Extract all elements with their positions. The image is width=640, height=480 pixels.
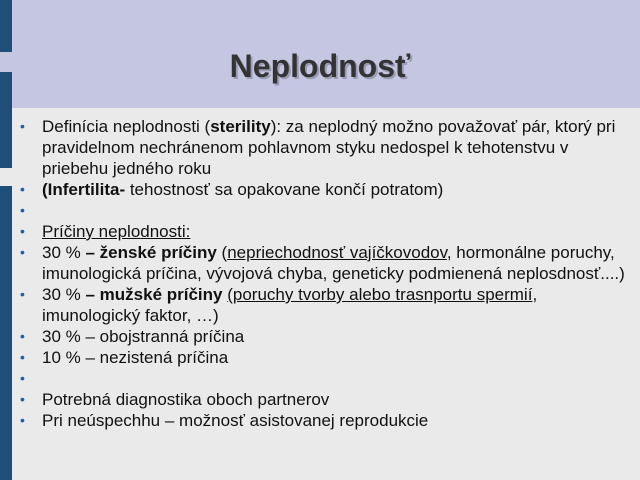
item-bold-text: – ženské príčiny xyxy=(85,243,217,262)
item-underlined-text: nepriechodnosť vajíčkovodov xyxy=(227,243,447,262)
item-text: tehostnosť sa opakovane končí potratom) xyxy=(125,180,444,199)
item-text: ): za neplodný možno považovať pár, ktorý pri pravidelnom nechránenom pohlavnom styku nedospel k tehotenstvu v priebehu jedného roku xyxy=(42,117,616,178)
list-item xyxy=(20,200,632,221)
item-underlined-text: Príčiny neplodnosti: xyxy=(42,222,191,241)
item-text: 30 % – obojstranná príčina xyxy=(42,327,245,346)
item-text: Potrebná diagnostika oboch partnerov xyxy=(42,390,330,409)
list-item xyxy=(20,410,632,431)
bullet-icon: • xyxy=(20,223,25,239)
item-text: , imunologický faktor, …) xyxy=(42,285,538,325)
list-item xyxy=(20,179,632,200)
bullet-icon: • xyxy=(20,349,25,365)
item-underlined-text: (poruchy tvorby alebo trasnportu spermií xyxy=(227,285,533,304)
list-item xyxy=(20,242,632,284)
bullet-icon: • xyxy=(20,202,25,218)
item-text: Pri neúspechhu – možnosť asistovanej reprodukcie xyxy=(42,411,429,430)
item-text: 30 % xyxy=(42,285,86,304)
item-bold-text: (Infertilita- xyxy=(42,180,126,199)
item-text: , hormonálne poruchy, imunologická príčina, vývojová chyba, geneticky podmienená neplosdnosť....) xyxy=(42,243,625,283)
left-accent-bar xyxy=(0,0,12,52)
bullet-icon: • xyxy=(20,370,25,386)
item-text: ( xyxy=(216,243,228,262)
bullet-icon: • xyxy=(20,286,25,302)
bullet-icon: • xyxy=(20,244,25,260)
item-text: 30 % xyxy=(42,243,86,262)
item-text: 10 % – nezistená príčina xyxy=(42,348,229,367)
left-accent-bar xyxy=(0,186,12,480)
list-item xyxy=(20,284,632,326)
bullet-icon: • xyxy=(20,181,25,197)
item-bold-text: sterility xyxy=(210,117,271,136)
list-item xyxy=(20,116,632,179)
list-item xyxy=(20,326,632,347)
bullet-icon: • xyxy=(20,118,25,134)
bullet-list xyxy=(20,116,632,431)
list-item xyxy=(20,389,632,410)
slide-title: Neplodnosť xyxy=(229,48,411,84)
item-text: Definícia neplodnosti ( xyxy=(42,117,211,136)
list-item xyxy=(20,368,632,389)
bullet-icon: • xyxy=(20,391,25,407)
list-item xyxy=(20,347,632,368)
list-item xyxy=(20,221,632,242)
bullet-icon: • xyxy=(20,328,25,344)
bullet-icon: • xyxy=(20,412,25,428)
item-bold-text: – mužské príčiny xyxy=(85,285,223,304)
left-accent-bar xyxy=(0,72,12,168)
